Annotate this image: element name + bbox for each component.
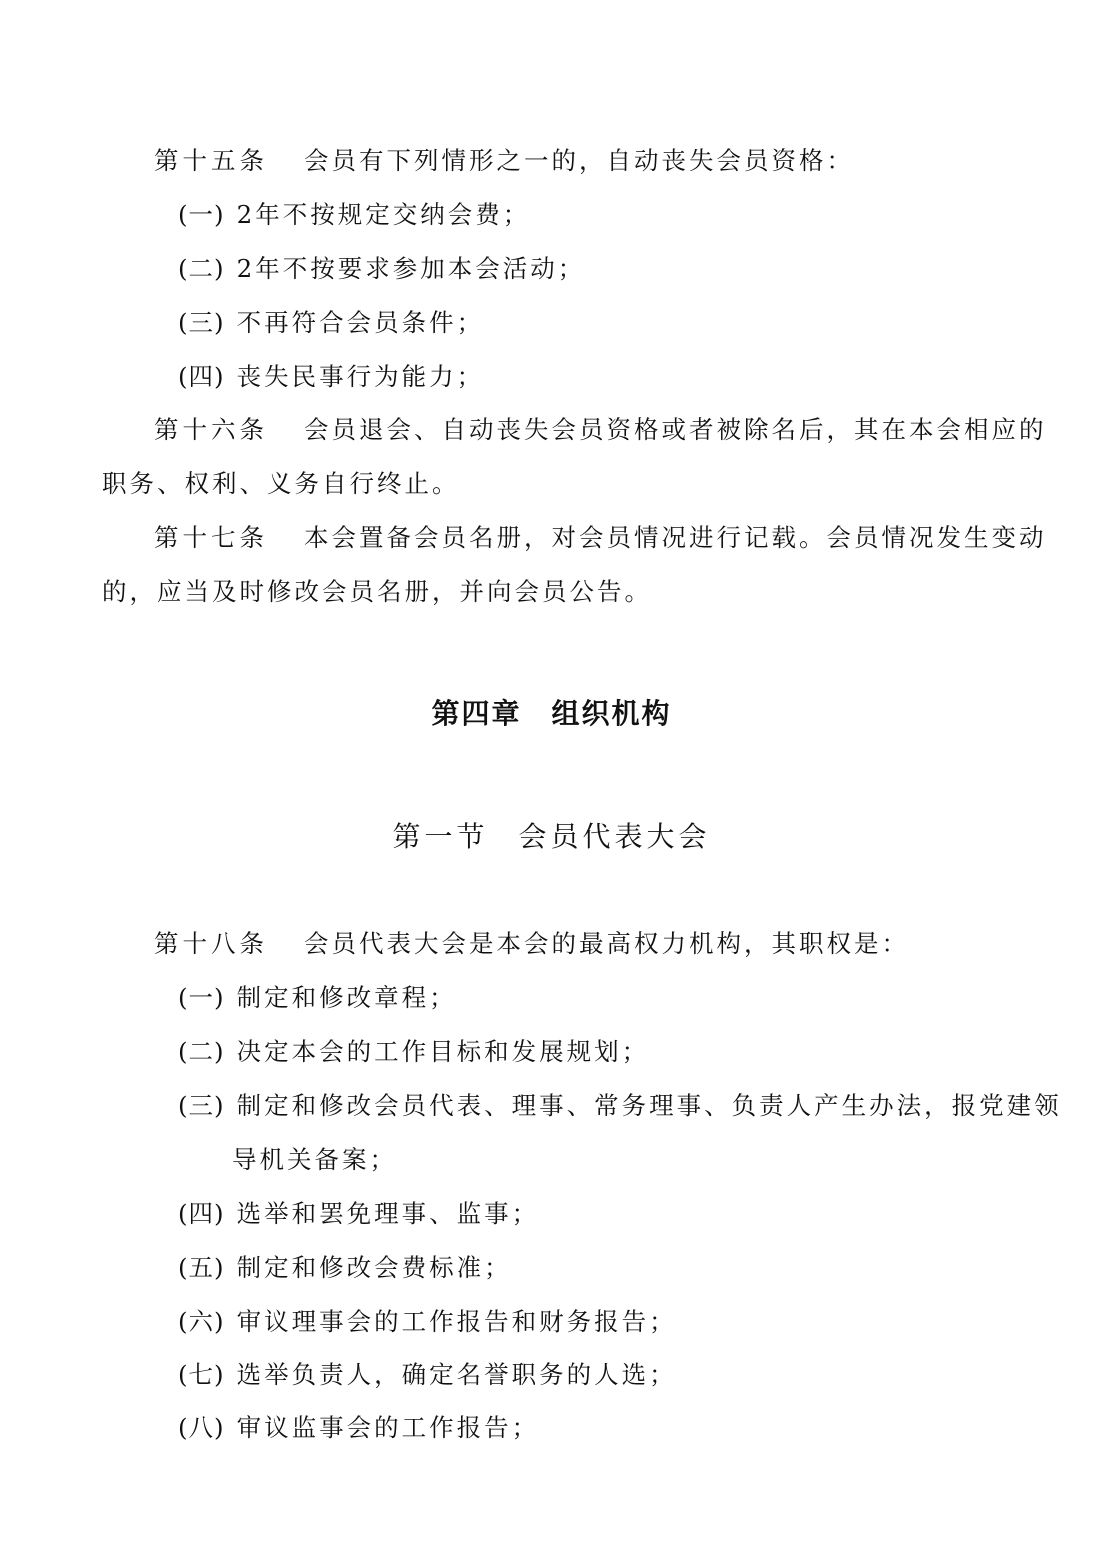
item-number: (四) (178, 1199, 225, 1228)
article-18-label: 第十八条 (154, 929, 268, 958)
article-18-item-3 (178, 1089, 1062, 1123)
article-18-item-1 (178, 981, 457, 1015)
item-text: 2年不按要求参加本会活动； (236, 254, 586, 283)
article-18-heading (154, 927, 909, 961)
article-17-text: 本会置备会员名册，对会员情况进行记载。会员情况发生变动 (304, 523, 1047, 552)
item-number: (一) (178, 200, 225, 229)
article-15-item-3 (178, 306, 484, 340)
item-text: 决定本会的工作目标和发展规划； (236, 1037, 650, 1066)
chapter-title: 组织机构 (551, 697, 672, 730)
item-number: (二) (178, 1037, 225, 1066)
item-number: (二) (178, 254, 225, 283)
item-text: 制定和修改会员代表、理事、常务理事、负责人产生办法，报党建领 (236, 1091, 1062, 1120)
item-number: (一) (178, 983, 225, 1012)
item-text: 制定和修改章程； (236, 983, 457, 1012)
item-text: 审议理事会的工作报告和财务报告； (236, 1307, 677, 1336)
item-number: (四) (178, 362, 225, 391)
article-18-item-8 (178, 1411, 539, 1445)
article-18-item-2 (178, 1035, 649, 1069)
article-16-continuation: 职务、权利、义务自行终止。 (102, 469, 460, 498)
section-number: 第一节 (392, 820, 489, 853)
article-15-item-4 (178, 360, 484, 394)
item-text: 丧失民事行为能力； (236, 362, 485, 391)
item-text: 选举和罢免理事、监事； (236, 1199, 540, 1228)
article-17-heading (154, 521, 1047, 555)
article-17-label: 第十七条 (154, 523, 268, 552)
article-15-label: 第十五条 (154, 146, 268, 175)
chapter-heading (0, 694, 1103, 734)
item-number: (八) (178, 1413, 225, 1442)
article-16-label: 第十六条 (154, 415, 268, 444)
item-number: (六) (178, 1307, 225, 1336)
item-number: (三) (178, 1091, 225, 1120)
article-15-text: 会员有下列情形之一的，自动丧失会员资格： (304, 146, 854, 175)
article-15-item-2 (178, 252, 585, 286)
item-text: 2年不按规定交纳会费； (236, 200, 531, 229)
item-text: 不再符合会员条件； (236, 308, 485, 337)
article-16-text: 会员退会、自动丧失会员资格或者被除名后，其在本会相应的 (304, 415, 1047, 444)
article-18-item-7 (178, 1358, 677, 1392)
item-text: 审议监事会的工作报告； (236, 1413, 540, 1442)
article-17-continuation: 的，应当及时修改会员名册，并向会员公告。 (102, 577, 652, 606)
article-16-heading (154, 413, 1047, 447)
item-text: 制定和修改会费标准； (236, 1253, 512, 1282)
section-heading (0, 817, 1103, 857)
item-text: 选举负责人，确定名誉职务的人选； (236, 1360, 677, 1389)
article-18-item-3-continuation: 导机关备案； (232, 1145, 397, 1174)
chapter-number: 第四章 (431, 697, 522, 730)
article-15-item-1 (178, 198, 530, 232)
article-15-heading (154, 144, 854, 178)
article-18-item-6 (178, 1305, 677, 1339)
item-number: (三) (178, 308, 225, 337)
article-18-item-4 (178, 1197, 539, 1231)
article-18-item-5 (178, 1251, 512, 1285)
section-title: 会员代表大会 (518, 820, 711, 853)
item-number: (七) (178, 1360, 225, 1389)
article-18-text: 会员代表大会是本会的最高权力机构，其职权是： (304, 929, 909, 958)
item-number: (五) (178, 1253, 225, 1282)
